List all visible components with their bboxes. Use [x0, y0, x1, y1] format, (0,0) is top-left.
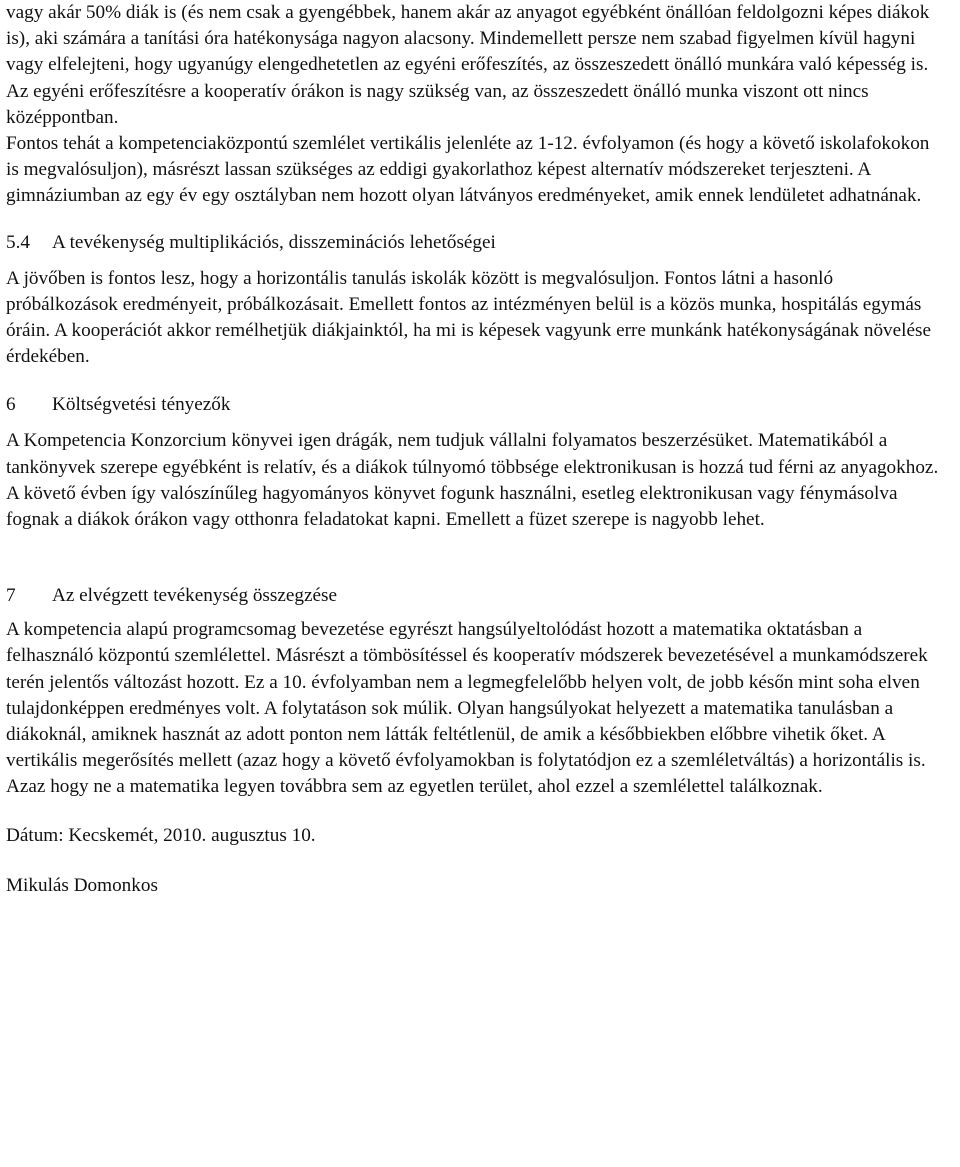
- section-6-heading: [6, 392, 946, 418]
- section-5-4-number: 5.4: [6, 231, 30, 253]
- date-line: Dátum: Kecskemét, 2010. augusztus 10.: [6, 824, 316, 846]
- section-5-4-heading: [6, 230, 946, 256]
- author-name: Mikulás Domonkos: [6, 874, 158, 896]
- section-7-heading: [6, 583, 946, 609]
- section-7-number: 7: [6, 585, 16, 607]
- section-5-4-body: A jövőben is fontos lesz, hogy a horizontális tanulás iskolák között is megvalósuljon. Fontos látni a hasonló próbálkozások eredményeit, próbálkozásait. Emellett fontos az intézményen belül is a közös munka, hospitálás egymás óráin. A kooperációt akkor remélhetjük diákjainktól, ha mi is képesek vagyunk erre munkánk hatékonyságának növelése érdekében.: [6, 267, 931, 368]
- section-5-4-title: A tevékenység multiplikációs, disszeminációs lehetőségei: [52, 231, 496, 253]
- section-6-title: Költségvetési tényezők: [52, 394, 231, 416]
- section-6-number: 6: [6, 394, 16, 416]
- section-7-body: A kompetencia alapú programcsomag bevezetése egyrészt hangsúlyeltolódást hozott a matematika oktatásban a felhasználó központú szemlélettel. Másrészt a tömbösítéssel és kooperatív módszerek bevezetésével a munkamódszerek terén jelentős változást hozott. Ez a 10. évfolyamban nem a legmegfelelőbb helyen volt, de jobb későn mint soha elven tulajdonképpen eredményes volt. A folytatáson sok múlik. Olyan hangsúlyokat helyezett a matematika tanulásban a diákoknál, amiknek hasznát az adott ponton nem látták feltétlenül, de amik a későbbiekben előbbre vihetik őket. A vertikális megerősítés mellett (azaz hogy a követő évfolyamokban is folytatódjon ez a szemléletváltás) a horizontális is. Azaz hogy ne a matematika legyen továbbra sem az egyetlen terület, ahol ezzel a szemlélettel találkoznak.: [6, 619, 928, 798]
- section-7-title: Az elvégzett tevékenység összegzése: [52, 585, 338, 607]
- document-page: [6, 0, 946, 899]
- section-6-body: A Kompetencia Konzorcium könyvei igen drágák, nem tudjuk vállalni folyamatos beszerzésüket. Matematikából a tankönyvek szerepe egyébként is relatív, és a diákok túlnyomó többsége elektronikusan is hozzá tud férni az anyagokhoz. A követő évben így valószínűleg hagyományos könyvet fogunk használni, esetleg elektronikusan vagy fénymásolva fognak a diákok órákon vagy otthonra feladatokat kapni. Emellett a füzet szerepe is nagyobb lehet.: [6, 430, 939, 531]
- intro-paragraph-2: Fontos tehát a kompetenciaközpontú szemlélet vertikális jelenléte az 1-12. évfolyamon (és hogy a követő iskolafokokon is megvalósuljon), másrészt lassan szükséges az eddigi gyakorlathoz képest alternatív módszereket terjeszteni. A gimnáziumban az egy év egy osztályban nem hozott olyan látványos eredményeket, amik ennek lendületet adhatnának.: [6, 133, 930, 207]
- intro-paragraph-1: vagy akár 50% diák is (és nem csak a gyengébbek, hanem akár az anyagot egyébként önállóan feldolgozni képes diákok is), aki számára a tanítási óra hatékonysága nagyon alacsony. Mindemellett persze nem szabad figyelmen kívül hagyni vagy elfelejteni, hogy ugyanúgy elengedhetetlen az egyéni erőfeszítés, az összeszedett önálló munkára való képesség is. Az egyéni erőfeszítésre a kooperatív órákon is nagy szükség van, az összeszedett önálló munka viszont ott nincs középpontban.: [6, 2, 930, 128]
